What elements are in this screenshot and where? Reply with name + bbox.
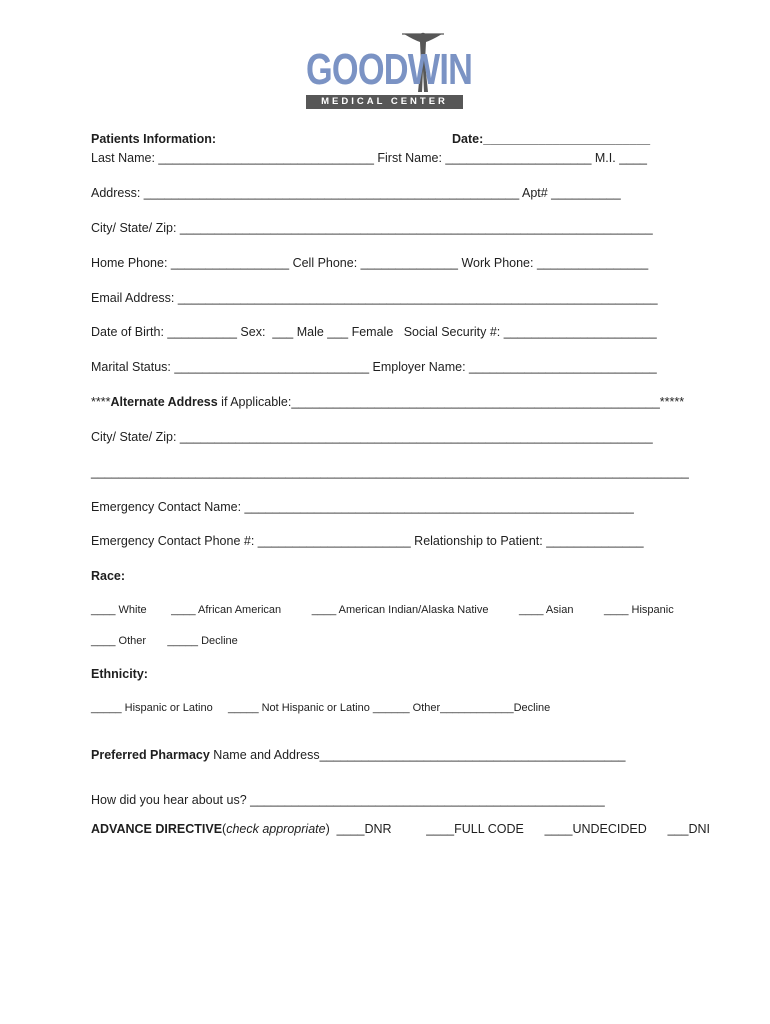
race-options-row-1[interactable]: ____ White ____ African American ____ American Indian/Alaska Native ____ Asian ____ Hispanic <box>91 604 674 616</box>
ad-bold: ADVANCE DIRECTIVE <box>91 822 223 836</box>
logo-wordmark: GOODWIN <box>306 45 473 94</box>
blank-line[interactable]: ______________________________________________________________________________________ <box>91 465 689 479</box>
ad-paren-open: ( <box>222 822 227 836</box>
alternate-address-line[interactable] <box>91 394 684 410</box>
race-options-row-2[interactable]: ____ Other _____ Decline <box>91 635 238 647</box>
emergency-contact-name-line[interactable]: Emergency Contact Name: ________________________________________________________ <box>91 500 634 514</box>
preferred-pharmacy-line[interactable] <box>91 747 626 763</box>
race-label: Race: <box>91 569 126 583</box>
goodwin-logo <box>300 28 473 112</box>
ethnicity-options[interactable]: _____ Hispanic or Latino _____ Not Hispanic or Latino ______ Other____________Decline <box>91 702 551 714</box>
advance-directive-line[interactable] <box>91 821 710 837</box>
how-did-you-hear-line[interactable]: How did you hear about us? ___________________________________________________ <box>91 793 605 807</box>
dob-sex-ssn-line[interactable]: Date of Birth: __________ Sex: ___ Male ___ Female Social Security #: ______________________ <box>91 325 657 339</box>
ethnicity-label: Ethnicity: <box>91 667 148 681</box>
logo-subtitle: MEDICAL CENTER <box>306 95 463 109</box>
email-line[interactable]: Email Address: _____________________________________________________________________ <box>91 291 658 305</box>
phones-line[interactable]: Home Phone: _________________ Cell Phone: ______________ Work Phone: ________________ <box>91 256 649 270</box>
ad-rest: ) ____DNR ____FULL CODE ____UNDECIDED ___DNI <box>325 822 710 836</box>
emergency-contact-phone-line[interactable]: Emergency Contact Phone #: ______________________ Relationship to Patient: ______________ <box>91 534 644 548</box>
ad-italic: check appropriate <box>226 822 326 836</box>
name-line[interactable]: Last Name: _______________________________ First Name: _____________________ M.I. ____ <box>91 151 648 165</box>
city-state-zip-line[interactable]: City/ State/ Zip: ____________________________________________________________________ <box>91 221 653 235</box>
alt-suffix: if Applicable:_____________________________________________________***** <box>217 395 685 409</box>
alt-bold: Alternate Address <box>110 395 218 409</box>
marital-employer-line[interactable]: Marital Status: ____________________________ Employer Name: ___________________________ <box>91 360 657 374</box>
pharmacy-rest: Name and Address____________________________________________ <box>209 748 626 762</box>
address-line[interactable]: Address: ______________________________________________________ Apt# __________ <box>91 186 621 200</box>
alt-prefix: **** <box>91 395 111 409</box>
pharmacy-bold: Preferred Pharmacy <box>91 748 210 762</box>
date-field[interactable]: Date:________________________ <box>452 132 651 146</box>
alt-city-state-zip-line[interactable]: City/ State/ Zip: ____________________________________________________________________ <box>91 430 653 444</box>
patients-information-heading: Patients Information: <box>91 132 217 146</box>
